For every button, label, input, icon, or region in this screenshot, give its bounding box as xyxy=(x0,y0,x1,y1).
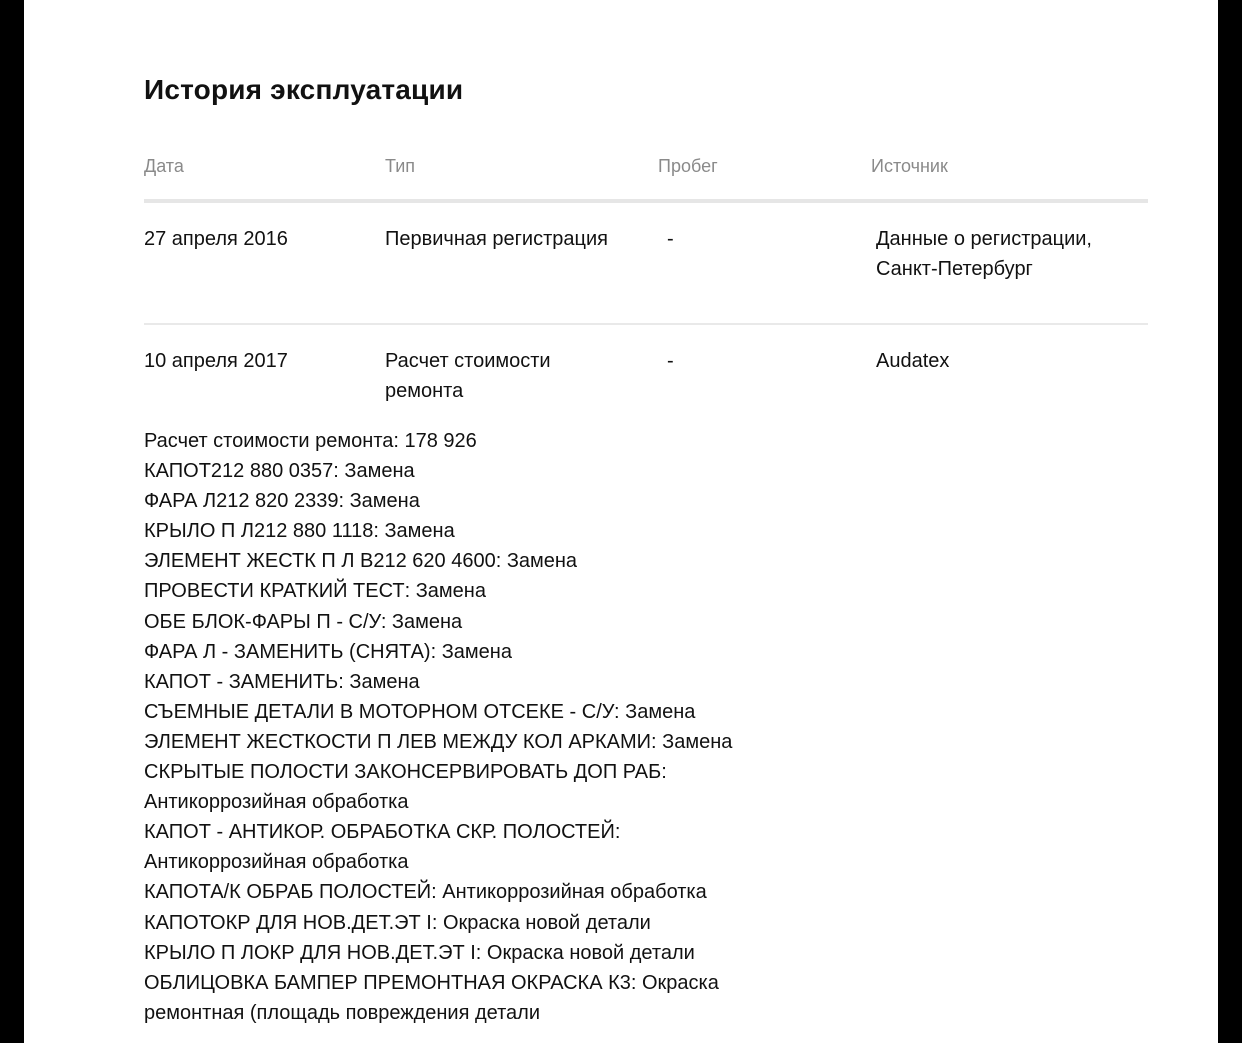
detail-line: ОБЕ БЛОК-ФАРЫ П - С/У: Замена xyxy=(144,610,463,633)
detail-line: ПРОВЕСТИ КРАТКИЙ ТЕСТ: Замена xyxy=(144,580,486,603)
header-divider xyxy=(144,199,1148,203)
row2-date: 10 апреля 2017 xyxy=(144,350,288,372)
detail-line: КАПОТ - АНТИКОР. ОБРАБОТКА СКР. ПОЛОСТЕЙ: xyxy=(144,821,621,844)
detail-line: СКРЫТЫЕ ПОЛОСТИ ЗАКОНСЕРВИРОВАТЬ ДОП РАБ: xyxy=(144,761,667,784)
row1-source xyxy=(876,224,1176,284)
detail-line: Расчет стоимости ремонта: 178 926 xyxy=(144,430,477,452)
row1-date: 27 апреля 2016 xyxy=(144,228,288,250)
row2-source: Audatex xyxy=(876,350,950,372)
repair-details xyxy=(144,426,844,1028)
row1-source-line1: Данные о регистрации, xyxy=(876,228,1092,250)
row-divider xyxy=(144,323,1148,325)
detail-line: КАПОТ - ЗАМЕНИТЬ: Замена xyxy=(144,670,420,693)
detail-line: ФАРА Л - ЗАМЕНИТЬ (СНЯТА): Замена xyxy=(144,640,512,663)
column-header-date: Дата xyxy=(144,156,184,176)
detail-line: КРЫЛО П Л212 880 1118: Замена xyxy=(144,520,455,543)
page-title: История эксплуатации xyxy=(144,74,464,105)
detail-line: КРЫЛО П ЛОКР ДЛЯ НОВ.ДЕТ.ЭТ I: Окраска новой детали xyxy=(144,941,695,964)
column-header-type: Тип xyxy=(385,156,416,176)
row1-type: Первичная регистрация xyxy=(385,228,608,250)
column-header-mileage: Пробег xyxy=(658,156,718,176)
detail-line: СЪЕМНЫЕ ДЕТАЛИ В МОТОРНОМ ОТСЕКЕ - С/У: Замена xyxy=(144,700,696,723)
detail-line: КАПОТОКР ДЛЯ НОВ.ДЕТ.ЭТ I: Окраска новой детали xyxy=(144,911,651,934)
row1-source-line2: Санкт-Петербург xyxy=(876,258,1033,280)
document-page xyxy=(24,0,1218,1043)
row2-type-line2: ремонта xyxy=(385,380,464,402)
row2-type-line1: Расчет стоимости xyxy=(385,350,551,372)
row1-mileage: - xyxy=(667,228,674,250)
detail-line: ФАРА Л212 820 2339: Замена xyxy=(144,490,420,513)
row2-type xyxy=(385,346,625,406)
detail-line: КАПОТА/К ОБРАБ ПОЛОСТЕЙ: Антикоррозийная обработка xyxy=(144,881,707,904)
detail-line: Антикоррозийная обработка xyxy=(144,791,409,814)
detail-line: ремонтная (площадь повреждения детали xyxy=(144,1001,541,1024)
detail-line: КАПОТ212 880 0357: Замена xyxy=(144,460,415,483)
detail-line: ЭЛЕМЕНТ ЖЕСТКОСТИ П ЛЕВ МЕЖДУ КОЛ АРКАМИ: Замена xyxy=(144,730,733,753)
detail-line: Антикоррозийная обработка xyxy=(144,851,409,874)
detail-line: ОБЛИЦОВКА БАМПЕР ПРЕМОНТНАЯ ОКРАСКА К3: Окраска xyxy=(144,971,719,994)
row2-mileage: - xyxy=(667,350,674,372)
column-header-source: Источник xyxy=(871,156,948,176)
detail-line: ЭЛЕМЕНТ ЖЕСТК П Л В212 620 4600: Замена xyxy=(144,550,578,573)
